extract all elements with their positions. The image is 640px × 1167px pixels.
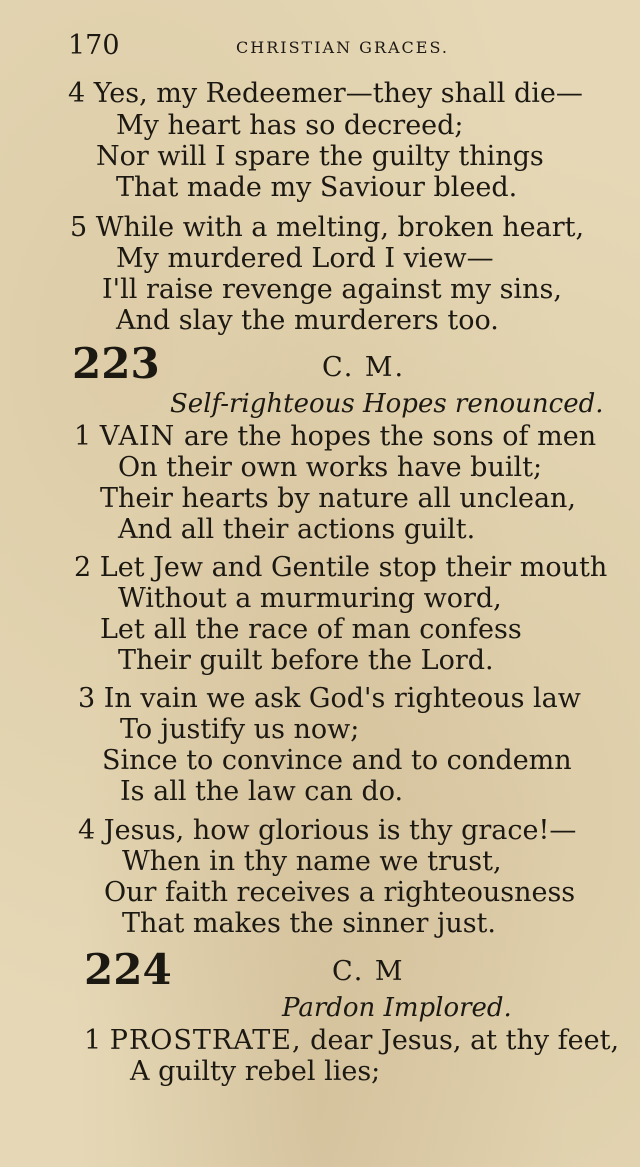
verse-line: Let all the race of man confess	[100, 614, 522, 645]
verse-text: are the hopes the sons of men	[175, 421, 597, 452]
verse-line: My heart has so decreed;	[116, 110, 464, 141]
verse-line: 2 Let Jew and Gentile stop their mouth	[74, 552, 608, 583]
verse-line: Since to convince and to condemn	[102, 745, 572, 776]
verse-line: When in thy name we trust,	[122, 846, 502, 877]
verse-line: 5 While with a melting, broken heart,	[70, 212, 585, 243]
verse-line: Nor will I spare the guilty things	[96, 141, 544, 172]
hymn-meter: C. M.	[322, 352, 406, 383]
verse-line	[84, 1025, 619, 1057]
verse-line: A guilty rebel lies;	[130, 1056, 381, 1087]
verse-text: dear Jesus, at thy feet,	[301, 1025, 620, 1056]
first-word: VAIN	[99, 421, 176, 452]
verse-line: Is all the law can do.	[120, 776, 404, 807]
verse-number: 1	[84, 1025, 102, 1056]
hymn-title: Self-righteous Hopes renounced.	[170, 389, 604, 419]
verse-line: I'll raise revenge against my sins,	[102, 274, 562, 305]
page-number: 170	[68, 30, 120, 61]
verse-line: And all their actions guilt.	[118, 514, 476, 545]
verse-line: And slay the murderers too.	[116, 305, 499, 336]
verse-line: 4 Jesus, how glorious is thy grace!—	[78, 815, 577, 846]
verse-line: 4 Yes, my Redeemer—they shall die—	[68, 78, 583, 109]
verse-line: That makes the sinner just.	[122, 908, 496, 939]
verse-line: Their guilt before the Lord.	[118, 645, 494, 676]
verse-line: Their hearts by nature all unclean,	[100, 483, 577, 514]
hymn-title: Pardon Implored.	[282, 993, 512, 1023]
verse-number: 1	[74, 421, 92, 452]
hymn-meter: C. M	[332, 956, 405, 987]
first-word: PROSTRATE,	[109, 1025, 302, 1056]
verse-line: That made my Saviour bleed.	[116, 172, 518, 203]
verse-line: My murdered Lord I view—	[116, 243, 494, 274]
verse-line: 3 In vain we ask God's righteous law	[78, 683, 581, 714]
hymn-number: 223	[72, 339, 160, 388]
verse-line: Without a murmuring word,	[118, 583, 502, 614]
running-head: CHRISTIAN GRACES.	[236, 38, 449, 57]
verse-line	[74, 421, 596, 453]
verse-line: On their own works have built;	[118, 452, 543, 483]
page-header	[68, 30, 600, 70]
hymn-number: 224	[84, 945, 172, 994]
verse-line: To justify us now;	[120, 714, 360, 745]
verse-line: Our faith receives a righteousness	[104, 877, 576, 908]
